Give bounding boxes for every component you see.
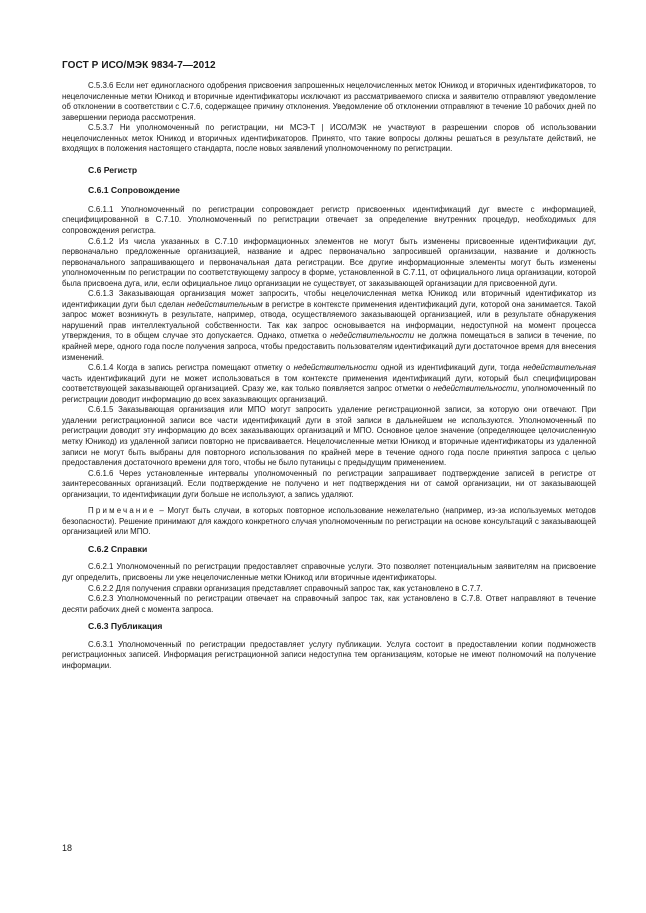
clause-text: С.6.1.3 Заказывающая организация может запросить, чтобы нецелочисленная метка Юникод или вторичный идентификатор из идентификации дуги был сделан: [62, 289, 596, 309]
note-paragraph: [62, 506, 596, 538]
clause-c-6-2-2: С.6.2.2 Для получения справки организация представляет справочный запрос так, как установлено в С.7.7.: [88, 583, 483, 593]
italic-term: недействительности: [293, 363, 378, 373]
clause-c-5-3-7: С.5.3.7 Ни уполномоченный по регистрации, ни МСЭ-Т | ИСО/МЭК не участвуют в разрешении споров об использовании нецелочисленных меток Юникод и вторичных идентификаторов. Принято, что такие вопросы должны решаться в результате действий, не входящих в положения настоящего стандарта, после новых заявлений уполномоченному по регистрации.: [62, 123, 596, 154]
subsection-heading-c-6-3: С.6.3 Публикация: [88, 621, 163, 632]
note-label: Примечание: [88, 506, 156, 516]
clause-text: , уполномоченный по регистрации доводит информацию до всех заказывающих организаций.: [62, 384, 596, 404]
italic-term: недействительным: [187, 299, 263, 309]
clause-c-6-1-1: С.6.1.1 Уполномоченный по регистрации сопровождает регистр присвоенных идентификаций дуг вместе с информацией, специфицированной в С.7.10. Уполномоченный по регистрации отвечает за определение внутренних процедур, необходимых для сопровождения регистра.: [62, 204, 596, 236]
clause-text: С.6.1.4 Когда в запись регистра помещают отметку о: [88, 363, 294, 373]
clause-text: в регистре в контексте применения идентификаций дуги, которой она занимается. Такой запрос может возникнуть в результате, например, отвода, осуществляемого заказывающей организацией, или в результате обнаружения нарушений прав интеллектуальной собственности. Так как запрос основывается на информации, недоступной на момент процесса утверждения, то в общем случае это допускается. Однако, отметка о: [62, 299, 597, 341]
clause-c-6-2-3: С.6.2.3 Уполномоченный по регистрации отвечает на справочный запрос так, как установлено в С.7.8. Ответ направляют в течение десяти рабочих дней с момента запроса.: [62, 594, 596, 614]
clause-c-6-1-5: С.6.1.5 Заказывающая организация или МПО могут запросить удаление регистрационной записи, за которую они отвечают. При удалении регистрационной записи все части идентификаций дуги в этой записи в дальнейшем не используются. Уполномоченный по регистрации доводит эту информацию до всех заказывающих организаций и МПО. Основное целое значение (определяющее целочисленную метку Юникод) из удаленной записи повторно не присваивается. Нецелочисленные метки Юникод и вторичные идентификаторы из удаленной записи не могут быть выбраны для повторного использования по крайней мере в течение одного года после принятия запроса с целью предоставления достаточного времени для того, чтобы не было путаницы с предыдущим применением.: [62, 405, 596, 468]
subsection-heading-c-6-1: С.6.1 Сопровождение: [88, 185, 180, 196]
page-number: 18: [62, 843, 73, 853]
note-text: – Могут быть случаи, в которых повторное использование нежелательно (например, из-за используемых методов безопасности). Решение принимают для каждого конкретного случая уполномоченным по регистрации на основе консультаций с заказывающей организацией или МПО.: [62, 506, 596, 537]
clause-c-6-2-1: С.6.2.1 Уполномоченный по регистрации предоставляет справочные услуги. Это позволяет потенциальным заявителям на присвоение дуг определить, присвоены ли уже нецелочисленные метки Юникод или вторичные идентификаторы.: [62, 562, 596, 582]
italic-term: недействительности: [330, 331, 414, 341]
clause-c-6-3-1: С.6.3.1 Уполномоченный по регистрации предоставляет услугу публикации. Услуга состоит в предоставлении копии подмножеств регистрационных записей. Информация регистрационной записи недоступна тем организациям, которые не имеют полномочий на получение информации.: [62, 639, 596, 670]
clause-text: не должна помещаться в записи в течение, по крайней мере, одного года после получения запроса, чтобы предоставить пользователям идентификаций дуги достаточное время для внесения изменений.: [62, 331, 597, 362]
italic-term: недействительности: [433, 384, 518, 394]
page-header-title: ГОСТ Р ИСО/МЭК 9834-7—2012: [62, 60, 216, 71]
italic-term: недействительная: [522, 363, 596, 373]
clause-c-6-1-2: С.6.1.2 Из числа указанных в С.7.10 информационных элементов не могут быть изменены присвоенные идентификации дуг, первоначально предложенные организацией, название и адрес первоначально запросившей организации, название и должность первоначального запрашивающего и первоначальная дата регистрации. Все другие информационные элементы могут быть изменены уполномоченным по регистрации по соответствующему запросу в форме, установленной в С.7.11, от официального лица организации, которой была присвоена дуга, или, если официальное лицо организации не существует, от заказывающей организации для присвоенной дуги.: [62, 236, 596, 288]
subsection-heading-c-6-2: С.6.2 Справки: [88, 543, 148, 554]
clause-c-6-1-6: С.6.1.6 Через установленные интервалы уполномоченный по регистрации запрашивает подтверждение записей в регистре от заинтересованных организаций. Если подтверждение не получено и нет подтверждения ни от самой организации, ни от заказывающей организации, то идентификации дуги больше не используют, а запись удаляют.: [62, 468, 596, 499]
clause-text: одной из идентификаций дуги, тогда: [377, 363, 523, 373]
clause-c-6-1-3: [62, 289, 596, 363]
clause-text: часть идентификаций дуги не может использоваться в том контексте применения идентификаций дуги, который был специфицирован соответствующей заказывающей организацией. Сразу же, как только появляется запрос отметки о: [62, 373, 596, 394]
clause-c-5-3-6: С.5.3.6 Если нет единогласного одобрения присвоения запрошенных нецелочисленных меток Юникод и вторичных идентификаторов, то нецелочисленные метки Юникод и вторичные идентификаторы исключают из рассматриваемого списка и заявителю отправляют уведомление об отклонении в соответствии с С.7.6, содержащее причину отклонения. Уведомление об отклонении отправляют в течение 10 рабочих дней по завершении периода рассмотрения.: [62, 81, 596, 122]
document-body: [62, 81, 596, 671]
clause-c-6-1-4: [62, 363, 596, 405]
section-heading-c-6: С.6 Регистр: [88, 164, 138, 175]
